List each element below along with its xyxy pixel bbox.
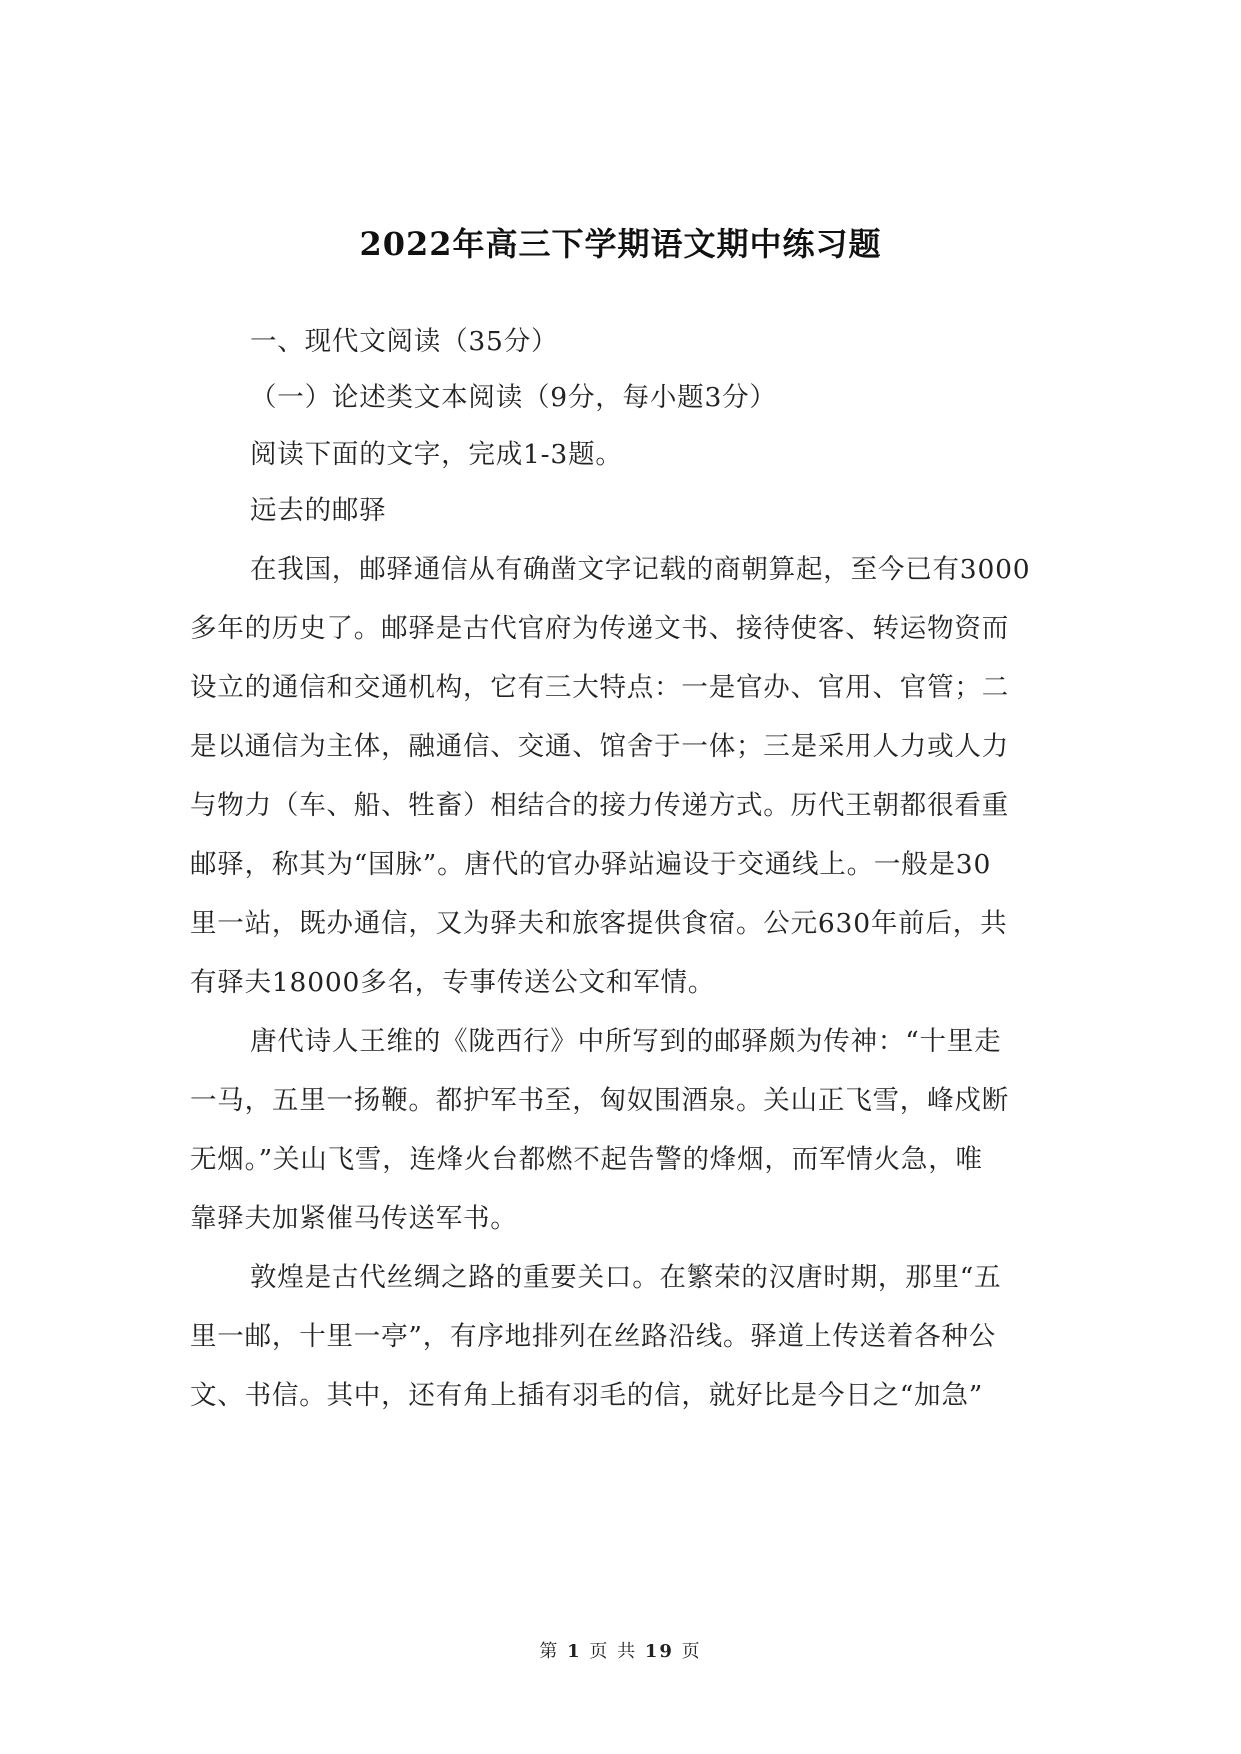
- paragraph-line: 里一站，既办通信，又为驿夫和旅客提供食宿。公元630年前后，共: [190, 908, 1008, 939]
- footer-total-pages: 19: [644, 1641, 674, 1662]
- paragraph-line: 在我国，邮驿通信从有确凿文字记载的商朝算起，至今已有3000: [250, 554, 1031, 585]
- paragraph-line: 与物力（车、船、牲畜）相结合的接力传递方式。历代王朝都很看重: [190, 790, 1009, 821]
- paragraph-line: 唐代诗人王维的《陇西行》中所写到的邮驿颇为传神：“十里走: [250, 1026, 1002, 1057]
- paragraph-line: 是以通信为主体，融通信、交通、馆舍于一体；三是采用人力或人力: [190, 731, 1009, 762]
- section-heading: 一、现代文阅读（35分）: [250, 326, 559, 357]
- paragraph-line: 多年的历史了。邮驿是古代官府为传递文书、接待使客、转运物资而: [190, 613, 1009, 644]
- paragraph-line: 一马，五里一扬鞭。都护军书至，匈奴围酒泉。关山正飞雪，峰戍断: [190, 1085, 1009, 1116]
- instruction-text: 阅读下面的文字，完成1-3题。: [250, 439, 623, 470]
- paragraph-line: 有驿夫18000多名，专事传送公文和军情。: [190, 967, 716, 998]
- subsection-heading: （一）论述类文本阅读（9分，每小题3分）: [250, 382, 777, 413]
- page-footer: [0, 1640, 1241, 1664]
- paragraph-line: 靠驿夫加紧催马传送军书。: [190, 1203, 518, 1234]
- paragraph-line: 文、书信。其中，还有角上插有羽毛的信，就好比是今日之“加急”: [190, 1380, 984, 1411]
- footer-suffix: 页: [681, 1641, 702, 1662]
- paragraph-line: 邮驿，称其为“国脉”。唐代的官办驿站遍设于交通线上。一般是30: [190, 849, 992, 880]
- footer-prefix: 第: [539, 1641, 560, 1662]
- footer-page-number: 1: [567, 1641, 582, 1662]
- paragraph-line: 无烟。”关山飞雪，连烽火台都燃不起告警的烽烟，而军情火急，唯: [190, 1144, 983, 1175]
- paragraph-line: 设立的通信和交通机构，它有三大特点：一是官办、官用、官管；二: [190, 672, 1009, 703]
- paragraph-line: 敦煌是古代丝绸之路的重要关口。在繁荣的汉唐时期，那里“五: [250, 1262, 1002, 1293]
- document-title: 2022年高三下学期语文期中练习题: [359, 225, 882, 263]
- paragraph-line: 里一邮，十里一亭”，有序地排列在丝路沿线。驿道上传送着各种公: [190, 1321, 997, 1352]
- footer-middle: 页 共: [589, 1641, 638, 1662]
- article-title: 远去的邮驿: [250, 495, 387, 526]
